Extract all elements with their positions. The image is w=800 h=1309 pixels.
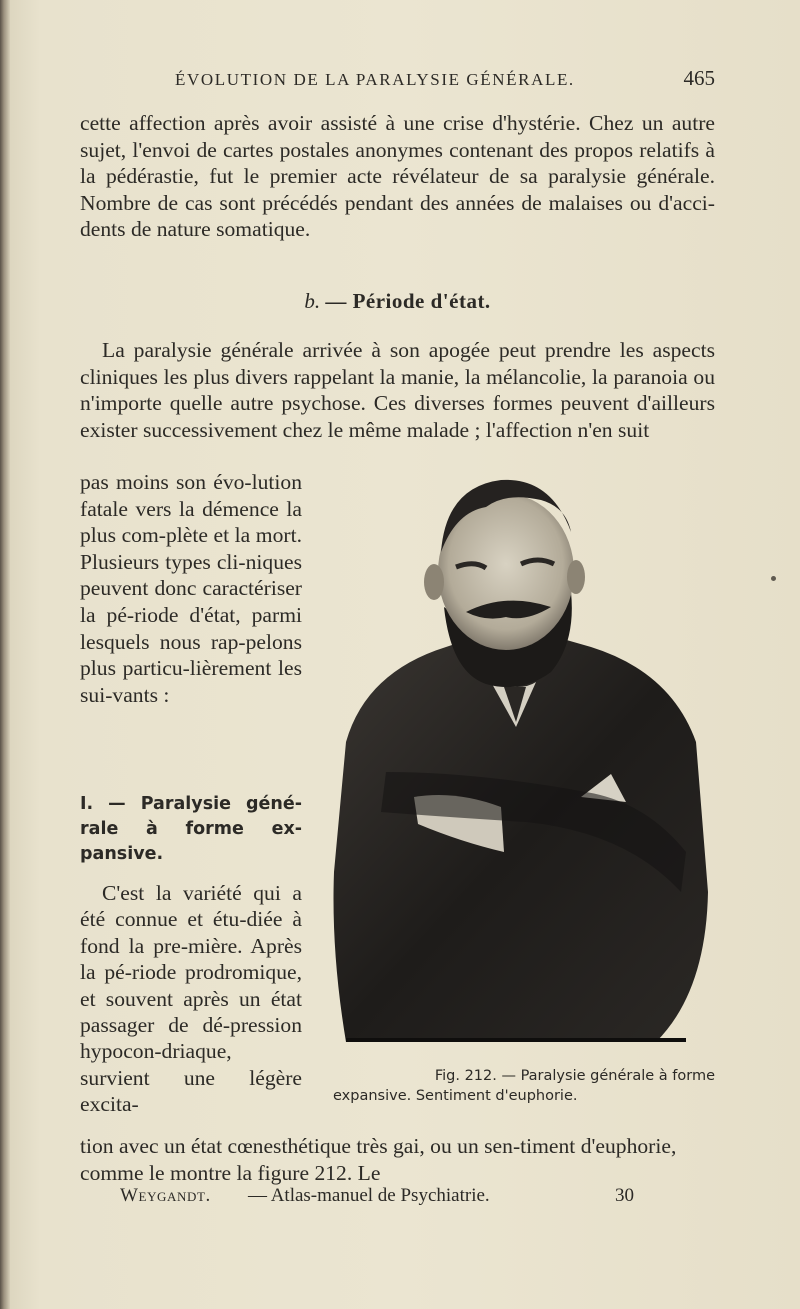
section-heading [80,289,715,314]
caption-line-1: Fig. 212. — Paralysie générale à forme [434,1068,715,1084]
page-number: 465 [683,66,715,90]
patient-portrait-image [326,472,716,1052]
section-letter: b. [304,289,321,313]
paragraph-column-continuation: pas moins son évo-lution fatale vers la démence la plus com-plète et la mort. Plusieurs types cli-niques peuvent donc caractériser la pé-riode d'état, parmi lesquels nous rap-pelons plus particu-lièrement les sui-vants : [80,470,302,707]
paragraph-periode-etat: La paralysie générale arrivée à son apogée peut prendre les aspects cliniques les plus divers rappelant la manie, la mélancolie, la paranoia ou n'importe quelle autre psychose. Ces diverses formes peuvent d'ailleurs exister successivement chez le même malade ; l'affection n'en suit [80,338,715,442]
ink-speck [771,576,776,581]
paragraph-forme-expansive: C'est la variété qui a été connue et étu-diée à fond la pre-mière. Après la pé-riode prodromique, et souvent après un état passager de dé-pression hypocon-driaque, survient une légère excita- [80,881,302,1117]
footer-author: Weygandt. [120,1185,211,1206]
section-title: — Période d'état. [325,289,491,313]
page-header [80,66,715,96]
page-footer [80,1185,715,1215]
book-binding-edge [0,0,10,1309]
figure-caption [315,1066,715,1106]
figure-212-photograph [326,472,716,1052]
caption-line-2: expansive. Sentiment d'euphorie. [333,1088,578,1104]
paragraph-bottom: tion avec un état cœnesthétique très gai, ou un sen-timent d'euphorie, comme le montre la figure 212. Le [80,1134,677,1185]
footer-signature-number: 30 [615,1185,634,1206]
paragraph-intro: cette affection après avoir assisté à une crise d'hystérie. Chez un autre sujet, l'envoi de cartes postales anonymes contenant des propos relatifs à la pédérastie, fut le premier acte révélateur de sa paralysie générale. Nombre de cas sont précédés pendant des années de malaises ou d'acci-dents de nature somatique. [80,111,715,241]
footer-title: — Atlas-manuel de Psychiatrie. [248,1185,490,1206]
running-title: ÉVOLUTION DE LA PARALYSIE GÉNÉRALE. [175,70,575,89]
subheading-forme-expansive: I. — Paralysie géné-rale à forme ex-pansive. [80,794,302,864]
